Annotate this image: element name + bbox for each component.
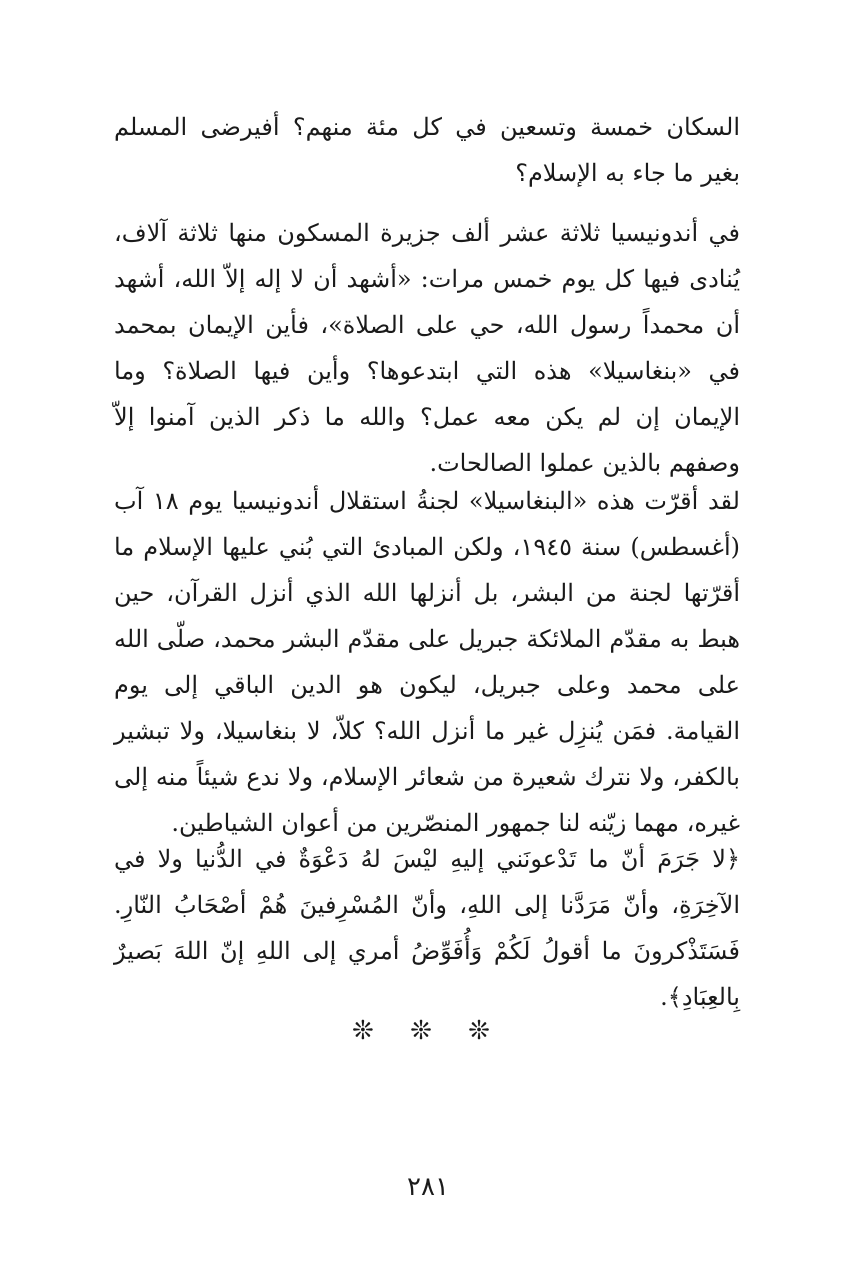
section-separator: ❊ ❊ ❊ — [352, 1016, 504, 1046]
quran-verse: ﴿لا جَرَمَ أنّ ما تَدْعونَني إليهِ ليْسَ لهُ دَعْوَةٌ في الدُّنيا ولا في الآخِرَةِ، وأنّ مَرَدَّنا إلى اللهِ، وأنّ المُسْرِفينَ هُمْ أصْحَابُ النّارِ. فَسَتَذْكرونَ ما أقولُ لَكُمْ وَأُفَوِّضُ أمري إلى اللهِ إنّ اللهَ بَصيرٌ بِالعِبَادِ﴾. — [114, 845, 740, 1011]
paragraph-2: في أندونيسيا ثلاثة عشر ألف جزيرة المسكون منها ثلاثة آلاف، يُنادى فيها كل يوم خمس مرات: «أشهد أن لا إله إلاّ الله، أشهد أن محمداً رسول الله، حي على الصلاة»، فأين الإيمان بمحمد في «بنغاسيلا» هذه التي ابتدعوها؟ وأين فيها الصلاة؟ وما الإيمان إن لم يكن معه عمل؟ والله ما ذكر الذين آمنوا إلاّ وصفهم بالذين عملوا الصالحات. — [114, 219, 740, 477]
page-number: ٢٨١ — [407, 1172, 449, 1202]
paragraph-3: لقد أقرّت هذه «البنغاسيلا» لجنةُ استقلال أندونيسيا يوم ١٨ آب (أغسطس) سنة ١٩٤٥، ولكن المبادئ التي بُني عليها الإسلام ما أقرّتها لجنة من البشر، بل أنزلها الله الذي أنزل القرآن، حين هبط به مقدّم الملائكة جبريل على مقدّم البشر محمد، صلّى الله على محمد وعلى جبريل، ليكون هو الدين الباقي إلى يوم القيامة. فمَن يُنزِل غير ما أنزل الله؟ كلاّ، لا بنغاسيلا، ولا تبشير بالكفر، ولا نترك شعيرة من شعائر الإسلام، ولا ندع شيئاً منه إلى غيره، مهما زيّنه لنا جمهور المنصّرين من أعوان الشياطين. — [114, 487, 741, 837]
paragraph-1: السكان خمسة وتسعين في كل مئة منهم؟ أفيرضى المسلم بغير ما جاء به الإسلام؟ — [114, 113, 740, 187]
